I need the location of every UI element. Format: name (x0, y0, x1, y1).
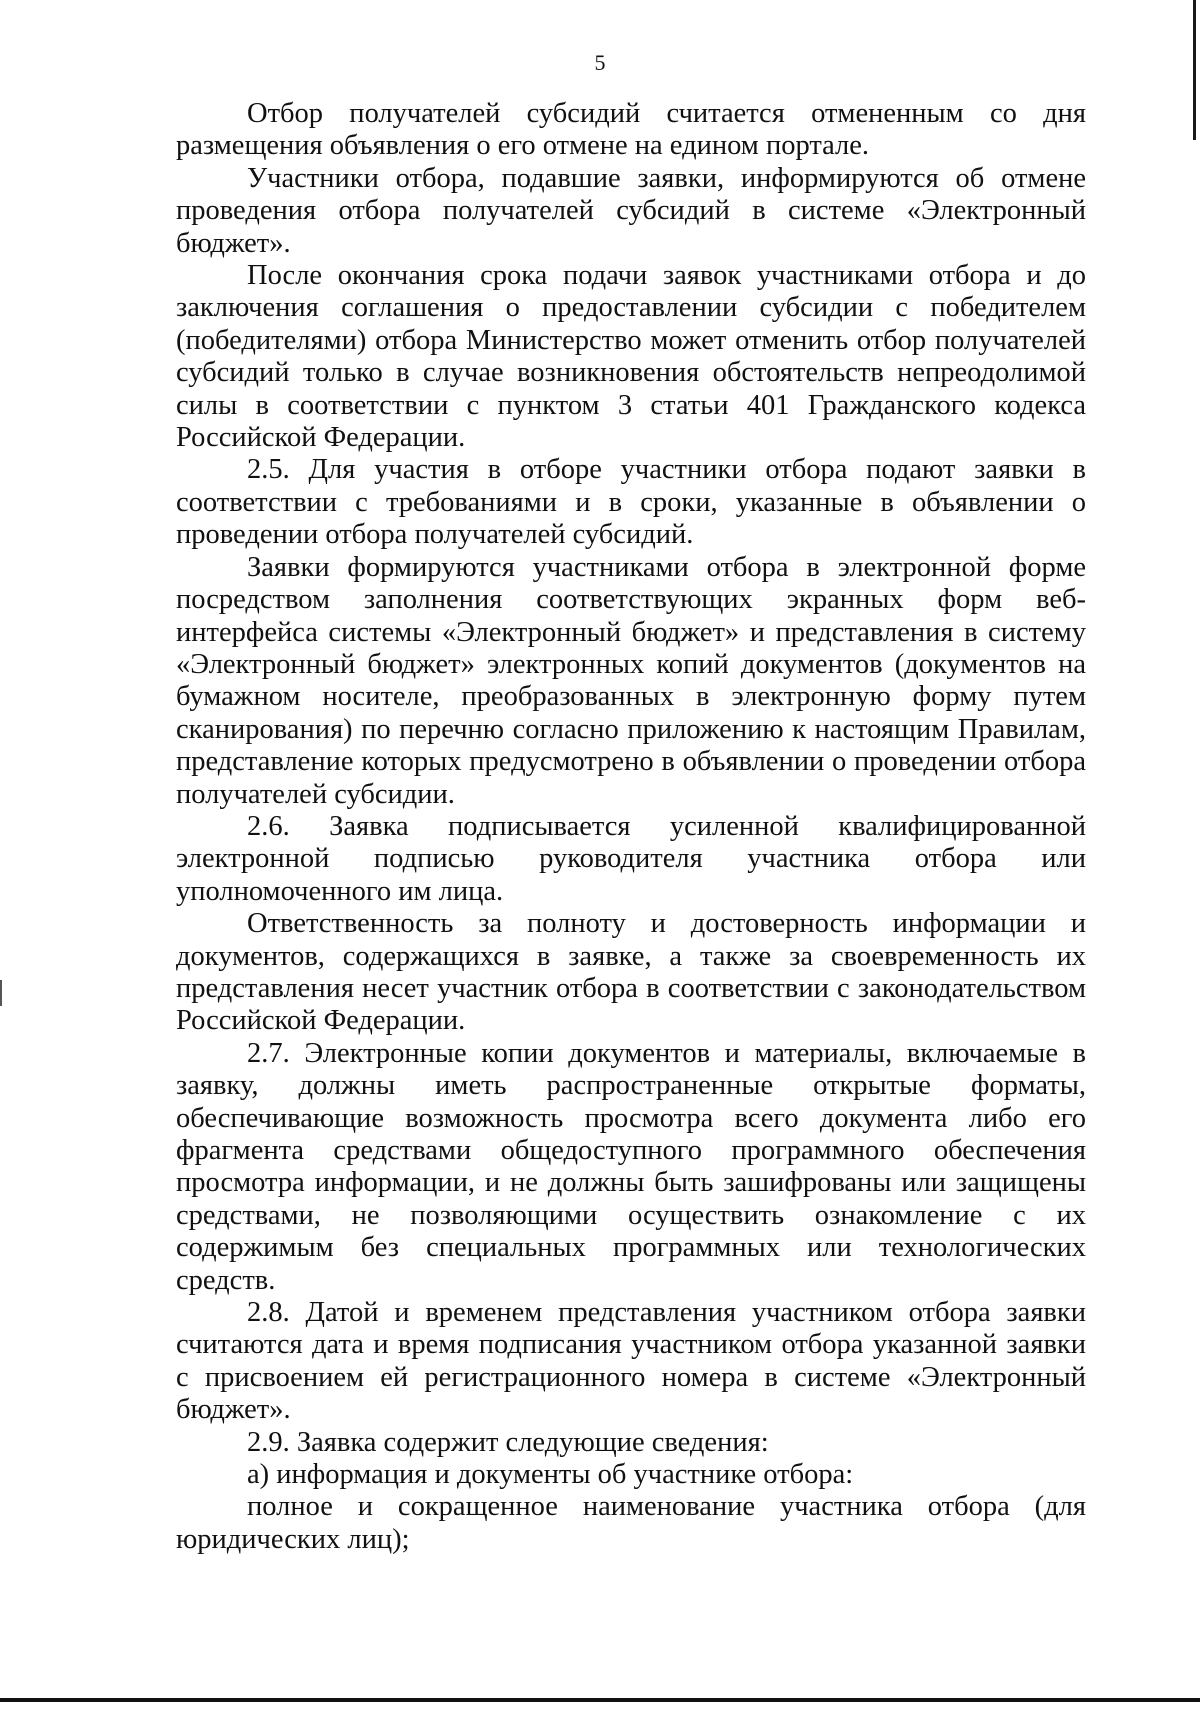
scan-edge-bottom (0, 1698, 1200, 1702)
paragraph: Ответственность за полноту и достоверность информации и документов, содержащихся в заявке, а также за своевременность их представления несет участник отбора в соответствии с законодательством Российской Федерации. (176, 908, 1086, 1037)
paragraph: полное и сокращенное наименование участника отбора (для юридических лиц); (176, 1491, 1086, 1555)
document-body (176, 98, 1086, 1556)
paragraph-2-9: 2.9. Заявка содержит следующие сведения: (247, 1426, 769, 1458)
paragraph-2-6: 2.6. Заявка подписывается усиленной квалифицированной электронной подписью руководителя участника отбора или уполномоченного им лица. (176, 810, 1086, 907)
page-number: 5 (594, 50, 606, 75)
paragraph: Отбор получателей субсидий считается отмененным со дня размещения объявления о его отмене на едином портале. (176, 98, 1086, 162)
scan-mark-left (0, 980, 2, 1006)
paragraph: Участники отбора, подавшие заявки, информируются об отмене проведения отбора получателей субсидий в системе «Электронный бюджет». (176, 162, 1086, 259)
paragraph: После окончания срока подачи заявок участниками отбора и до заключения соглашения о предоставлении субсидии с победителем (победителями) отбора Министерство может отменить отбор получателей субсидий только в случае возникновения обстоятельств непреодолимой силы в соответствии с пунктом 3 статьи 401 Гражданского кодекса Российской Федерации. (176, 260, 1086, 454)
paragraph-2-8: 2.8. Датой и временем представления участником отбора заявки считаются дата и время подписания участником отбора указанной заявки с присвоением ей регистрационного номера в системе «Электронный бюджет». (176, 1297, 1086, 1426)
paragraph-2-5: 2.5. Для участия в отборе участники отбора подают заявки в соответствии с требованиями и в сроки, указанные в объявлении о проведении отбора получателей субсидий. (176, 454, 1086, 551)
paragraph-2-7: 2.7. Электронные копии документов и материалы, включаемые в заявку, должны иметь распространенные открытые форматы, обеспечивающие возможность просмотра всего документа либо его фрагмента средствами общедоступного программного обеспечения просмотра информации, и не должны быть зашифрованы или защищены средствами, не позволяющими осуществить ознакомление с их содержимым без специальных программных или технологических средств. (176, 1037, 1086, 1296)
list-item-a: а) информация и документы об участнике отбора: (247, 1459, 854, 1491)
paragraph: Заявки формируются участниками отбора в электронной форме посредством заполнения соответствующих экранных форм веб-интерфейса системы «Электронный бюджет» и представления в систему «Электронный бюджет» электронных копий документов (документов на бумажном носителе, преобразованных в электронную форму путем сканирования) по перечню согласно приложению к настоящим Правилам, представление которых предусмотрено в объявлении о проведении отбора получателей субсидии. (176, 551, 1086, 810)
